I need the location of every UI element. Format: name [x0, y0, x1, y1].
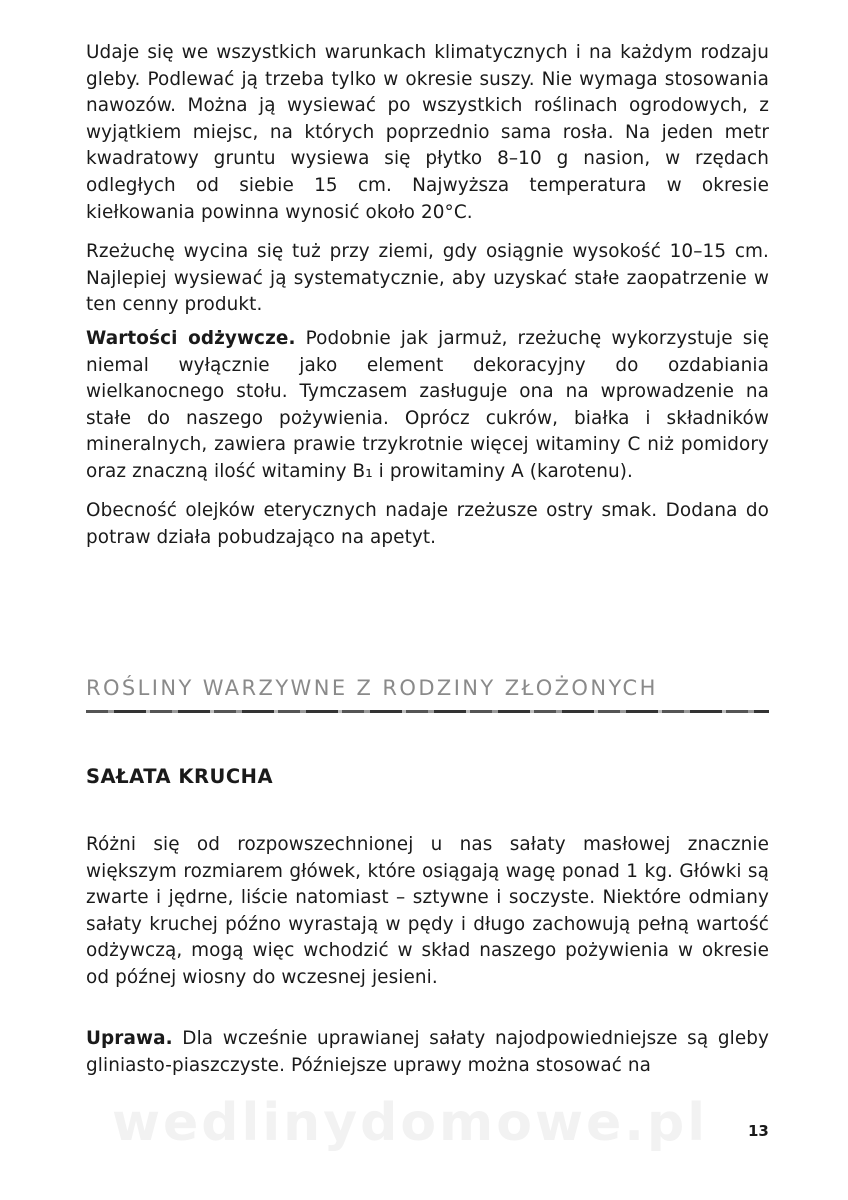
paragraph-cultivation-conditions: Udaje się we wszystkich warunkach klimatycznych i na każdym rodzaju gleby. Podlewać ją trzeba tylko w okresie suszy. Nie wymaga stosowania nawozów. Można ją wysiewać po wszystkich roślinach ogrodowych, z wyjątkiem miejsc, na których poprzednio sama rosła. Na jeden metr kwadratowy gruntu wysiewa się płytko 8–10 g nasion, w rzędach odległych od siebie 15 cm. Najwyższa temperatura w okresie kiełkowania powinna wynosić około 20°C. — [86, 42, 769, 223]
paragraph-essential-oils: Obecność olejków eterycznych nadaje rzeżusze ostry smak. Dodana do potraw działa pobudzająco na apetyt. — [86, 500, 769, 548]
section-divider — [86, 710, 769, 713]
cultivation-label: Uprawa. — [86, 1028, 173, 1049]
article-title: SAŁATA KRUCHA — [86, 765, 274, 788]
watermark: wedlinydomowe.pl — [112, 1093, 709, 1153]
paragraph-harvest: Rzeżuchę wycina się tuż przy ziemi, gdy osiągnie wysokość 10–15 cm. Najlepiej wysiewać ją systematycznie, aby uzyskać stałe zaopatrzenie w ten cenny produkt. — [86, 241, 769, 316]
paragraph-lettuce-description: Różni się od rozpowszechnionej u nas sałaty masłowej znacznie większym rozmiarem główek, które osiągają wagę ponad 1 kg. Główki są zwarte i jędrne, liście natomiast – sztywne i soczyste. Niektóre odmiany sałaty kruchej późno wyrastają w pędy i długo zachowują pełną wartość odżywczą, mogą więc wchodzić w skład naszego pożywienia w okresie od późnej wiosny do wczesnej jesieni. — [86, 834, 769, 988]
nutrition-label: Wartości odżywcze. — [86, 328, 296, 349]
section-header: ROŚLINY WARZYWNE Z RODZINY ZŁOŻONYCH — [86, 676, 658, 700]
paragraph-cultivation — [86, 1026, 769, 1079]
cultivation-text: Dla wcześnie uprawianej sałaty najodpowiedniejsze są gleby gliniasto-piaszczyste. Późniejsze uprawy można stosować na — [86, 1028, 769, 1076]
nutrition-text: Podobnie jak jarmuż, rzeżuchę wykorzystuje się niemal wyłącznie jako element dekoracyjny do ozdabiania wielkanocnego stołu. Tymczasem zasługuje ona na wprowadzenie na stałe do naszego pożywienia. Oprócz cukrów, białka i składników mineralnych, zawiera prawie trzykrotnie więcej witaminy C niż pomidory oraz znaczną ilość witaminy B₁ i prowitaminy A (karotenu). — [86, 328, 770, 482]
paragraph-nutrition — [86, 326, 769, 486]
page-number: 13 — [748, 1122, 769, 1140]
